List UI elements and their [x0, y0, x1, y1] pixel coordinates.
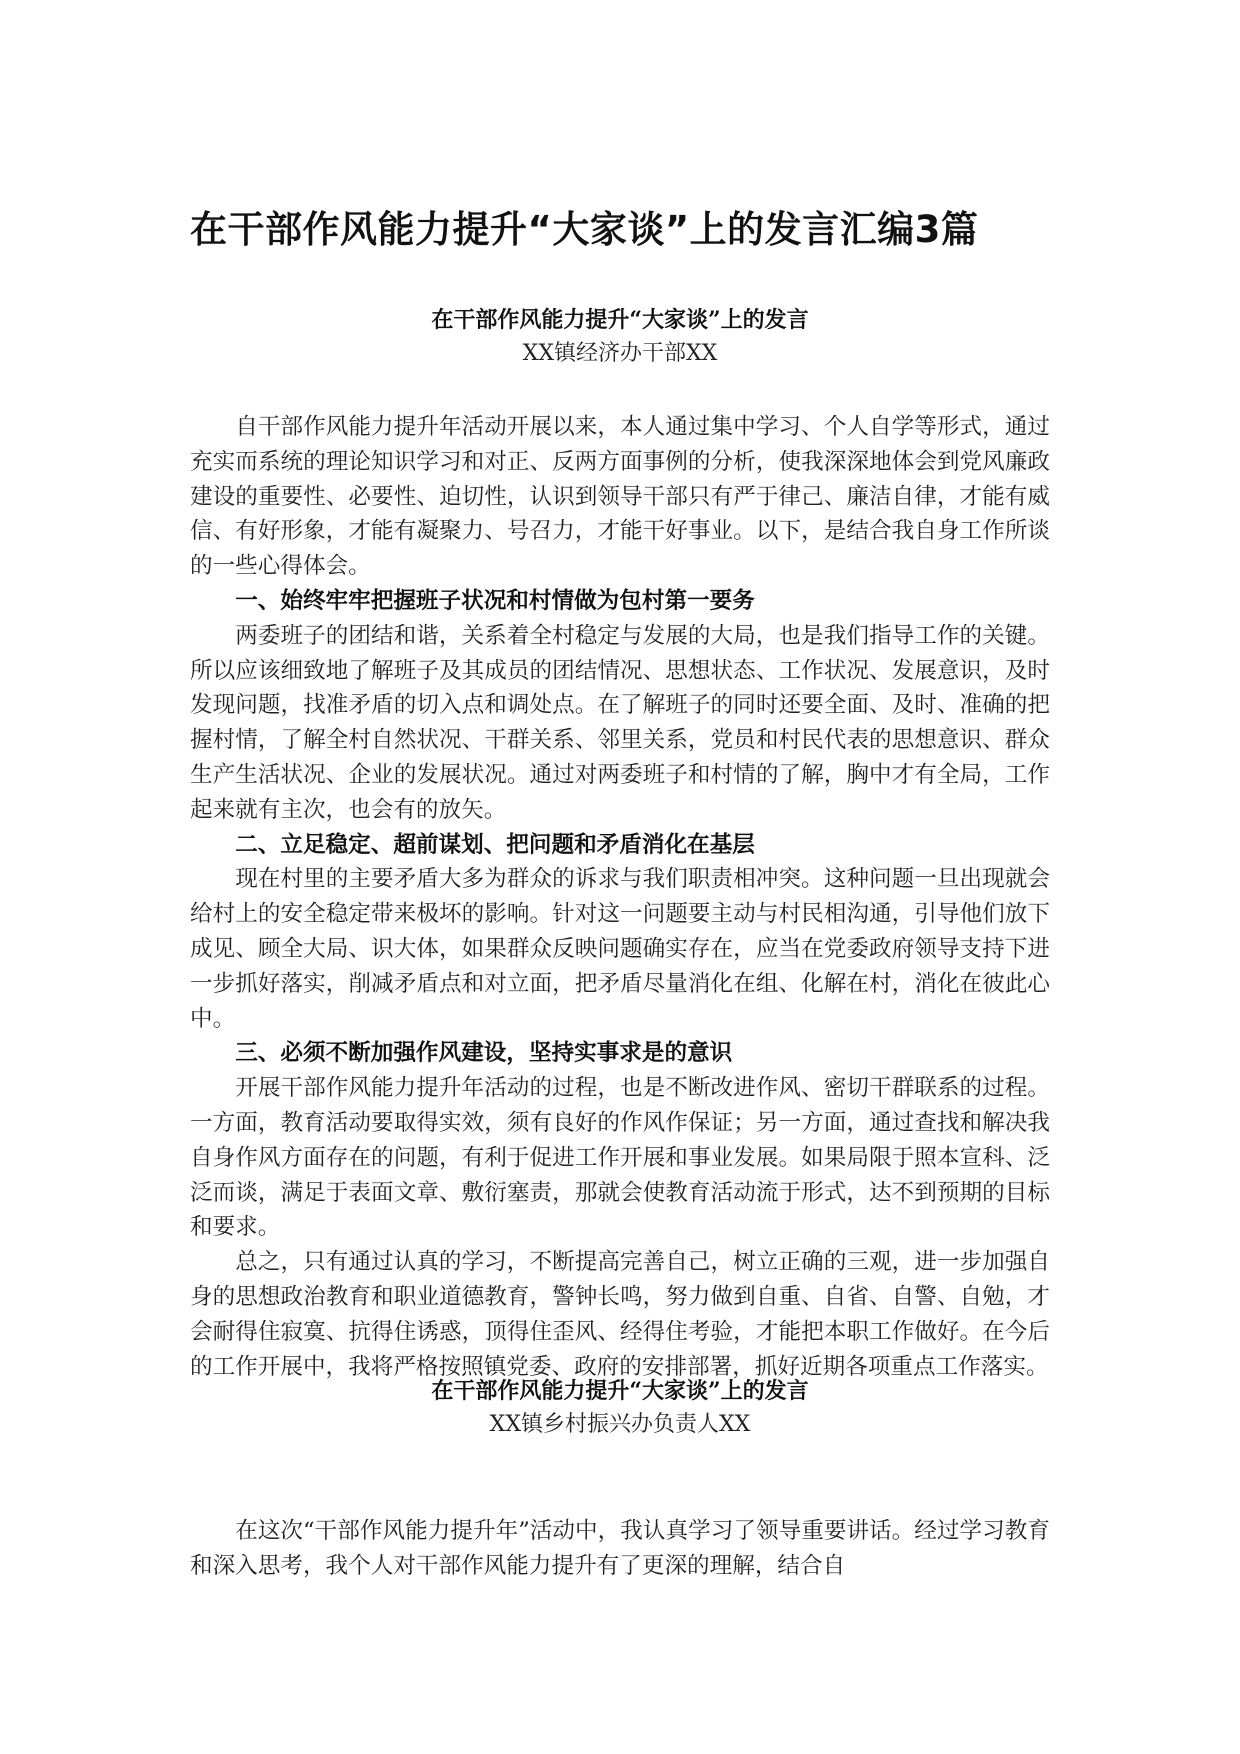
speech2-author: XX镇乡村振兴办负责人XX [489, 1412, 751, 1437]
speech2-body [190, 1514, 1050, 1584]
speech1-paragraph-3: 开展干部作风能力提升年活动的过程，也是不断改进作风、密切干群联系的过程。一方面，教育活动要取得实效，须有良好的作风作保证；另一方面，通过查找和解决我自身作风方面存在的问题，有利于促进工作开展和事业发展。如果局限于照本宣科、泛泛而谈，满足于表面文章、敷衍塞责，那就会使教育活动流于形式，达不到预期的目标和要求。 [190, 1075, 1050, 1241]
speech2-header [190, 1374, 1050, 1442]
speech1-paragraph-1: 两委班子的团结和谐，关系着全村稳定与发展的大局，也是我们指导工作的关键。所以应该细致地了解班子及其成员的团结情况、思想状态、工作状况、发展意识，及时发现问题，找准矛盾的切入点和调处点。在了解班子的同时还要全面、及时、准确的把握村情，了解全村自然状况、干群关系、邻里关系，党员和村民代表的思想意识、群众生产生活状况、企业的发展状况。通过对两委班子和村情的了解，胸中才有全局，工作起来就有主次，也会有的放矢。 [190, 622, 1050, 823]
speech1-heading-1: 一、始终牢牢把握班子状况和村情做为包村第一要务 [235, 587, 755, 614]
speech2-intro-paragraph: 在这次“干部作风能力提升年”活动中，我认真学习了领导重要讲话。经过学习教育和深入思考，我个人对干部作风能力提升有了更深的理解，结合自 [190, 1518, 1050, 1579]
speech1-heading-2: 二、立足稳定、超前谋划、把问题和矛盾消化在基层 [235, 831, 755, 858]
speech1-title: 在干部作风能力提升“大家谈”上的发言 [431, 307, 809, 333]
speech1-conclusion-paragraph: 总之，只有通过认真的学习，不断提高完善自己，树立正确的三观，进一步加强自身的思想政治教育和职业道德教育，警钟长鸣，努力做到自重、自省、自警、自勉，才会耐得住寂寞、抗得住诱惑，顶得住歪风、经得住考验，才能把本职工作做好。在今后的工作开展中，我将严格按照镇党委、政府的安排部署，抓好近期各项重点工作落实。 [190, 1249, 1050, 1380]
document-title: 在干部作风能力提升“大家谈”上的发言汇编3篇 [190, 208, 979, 251]
speech1-paragraph-2: 现在村里的主要矛盾大多为群众的诉求与我们职责相冲突。这种问题一旦出现就会给村上的安全稳定带来极坏的影响。针对这一问题要主动与村民相沟通，引导他们放下成见、顾全大局、识大体，如果群众反映问题确实存在，应当在党委政府领导支持下进一步抓好落实，削减矛盾点和对立面，把矛盾尽量消化在组、化解在村，消化在彼此心中。 [190, 866, 1050, 1032]
speech1-author: XX镇经济办干部XX [522, 341, 718, 366]
speech1-body [190, 410, 1050, 1384]
speech1-heading-3: 三、必须不断加强作风建设，坚持实事求是的意识 [235, 1040, 733, 1067]
speech2-title: 在干部作风能力提升“大家谈”上的发言 [431, 1378, 809, 1404]
speech1-intro-paragraph: 自干部作风能力提升年活动开展以来，本人通过集中学习、个人自学等形式，通过充实而系统的理论知识学习和对正、反两方面事例的分析，使我深深地体会到党风廉政建设的重要性、必要性、迫切性，认识到领导干部只有严于律己、廉洁自律，才能有威信、有好形象，才能有凝聚力、号召力，才能干好事业。以下，是结合我自身工作所谈的一些心得体会。 [190, 414, 1050, 580]
speech1-header [190, 303, 1050, 371]
